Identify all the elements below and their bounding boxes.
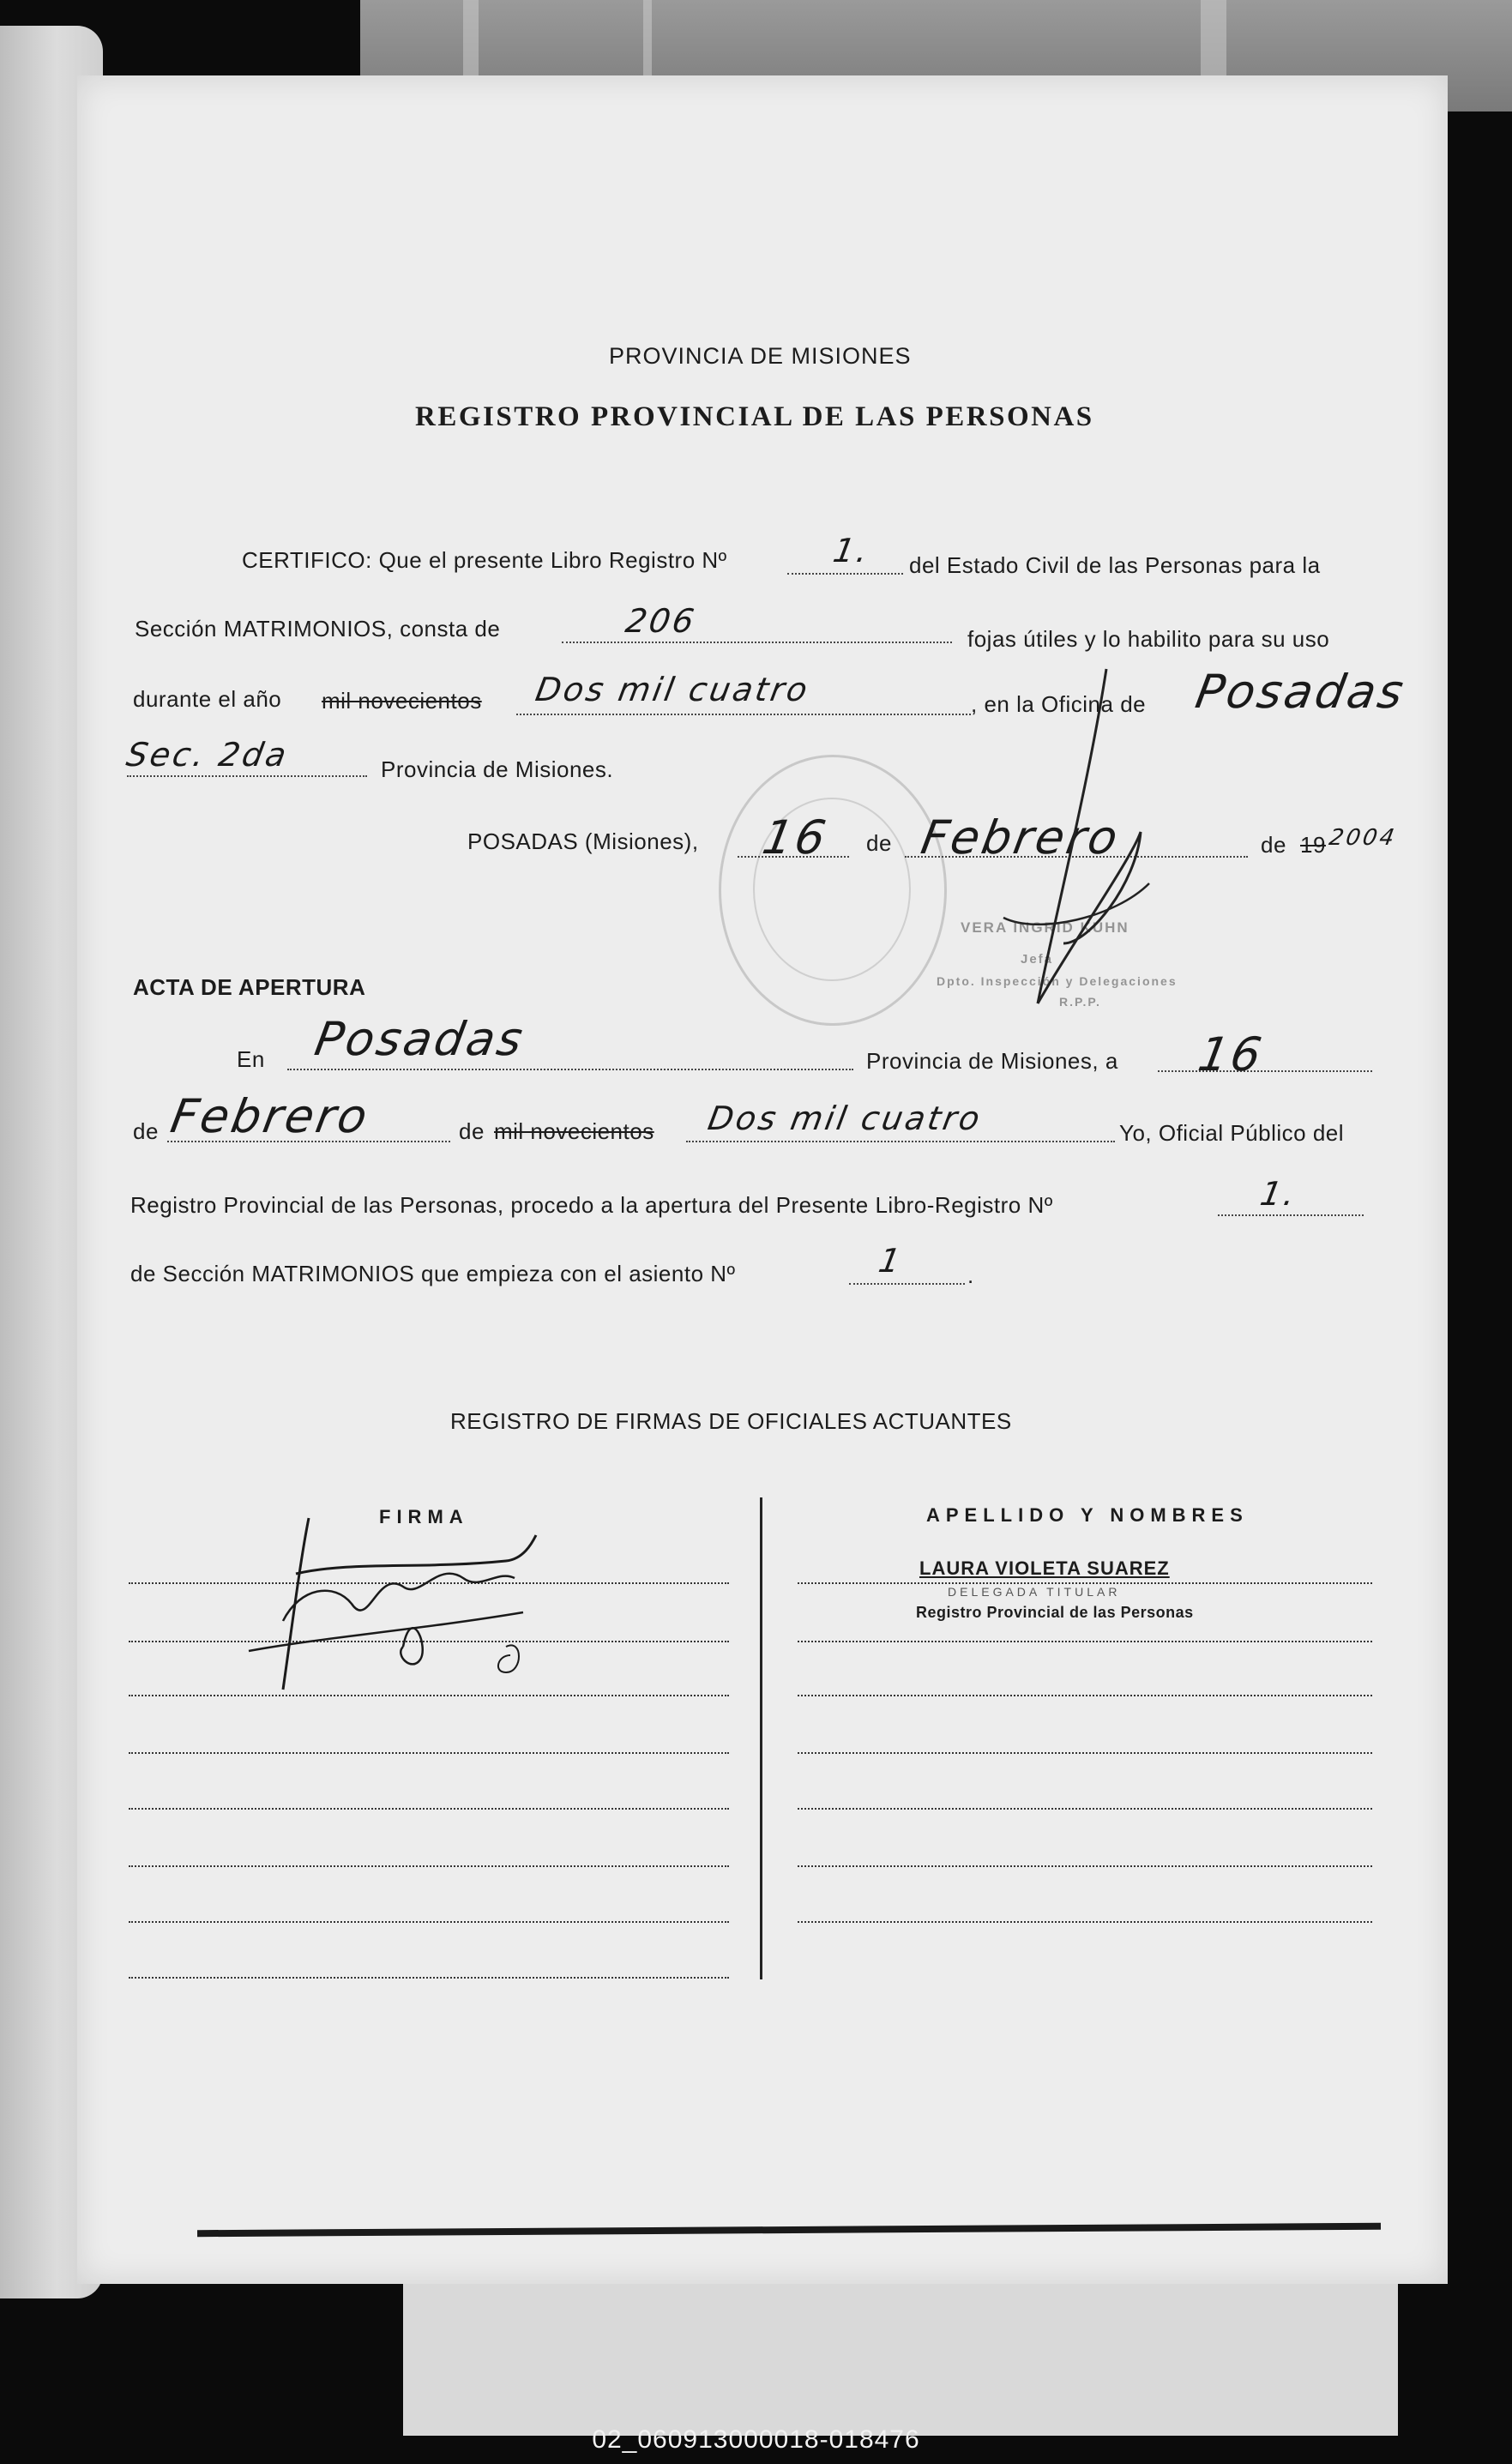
- place-date-prefix: POSADAS (Misiones),: [467, 828, 699, 854]
- fill-line: [849, 1283, 965, 1285]
- acta-title: ACTA DE APERTURA: [133, 974, 366, 1000]
- officer-signature: [249, 1509, 557, 1698]
- acta-month-handwritten: Febrero: [166, 1089, 374, 1143]
- acta-year-handwritten: Dos mil cuatro: [705, 1099, 985, 1137]
- signature-row: [129, 1921, 729, 1923]
- acta-de-prefix: de: [459, 1118, 485, 1144]
- section-handwritten: Sec. 2da: [123, 736, 292, 774]
- name-row: [798, 1921, 1372, 1923]
- column-apellido-nombres: APELLIDO Y NOMBRES: [926, 1504, 1249, 1526]
- registry-heading: REGISTRO PROVINCIAL DE LAS PERSONAS: [415, 401, 1094, 432]
- certificate-line3-prefix: durante el año: [133, 686, 282, 712]
- acta-line3: Registro Provincial de las Personas, procedo a la apertura del Presente Libro-Registro Nº: [130, 1192, 1053, 1218]
- book-number-handwritten: 1.: [830, 532, 874, 569]
- certificate-line2-prefix: Sección MATRIMONIOS, consta de: [135, 616, 501, 642]
- certificate-line3-suffix: , en la Oficina de: [971, 691, 1147, 717]
- signature-row: [129, 1865, 729, 1867]
- official-signature: [986, 660, 1158, 1029]
- name-row: [798, 1865, 1372, 1867]
- acta-entry-number-handwritten: 1: [876, 1242, 907, 1280]
- officer-name-stamp: LAURA VIOLETA SUAREZ: [919, 1557, 1170, 1579]
- name-row: [798, 1582, 1372, 1584]
- acta-province: Provincia de Misiones, a: [866, 1048, 1118, 1074]
- signatures-title: REGISTRO DE FIRMAS DE OFICIALES ACTUANTES: [450, 1408, 1012, 1434]
- fill-line: [287, 1069, 853, 1070]
- year-words-handwritten: Dos mil cuatro: [533, 671, 813, 708]
- signature-row: [129, 1752, 729, 1754]
- seal-role: Jefa: [1021, 952, 1054, 967]
- name-row: [798, 1808, 1372, 1810]
- acta-official: Yo, Oficial Público del: [1119, 1120, 1345, 1146]
- day-handwritten: 16: [758, 810, 833, 865]
- office-name-handwritten: Posadas: [1191, 665, 1410, 719]
- province-heading: PROVINCIA DE MISIONES: [609, 343, 912, 369]
- fill-line: [1158, 1070, 1372, 1072]
- fill-line: [686, 1141, 1115, 1142]
- name-row: [798, 1695, 1372, 1696]
- acta-book-number-handwritten: 1.: [1257, 1175, 1301, 1213]
- acta-day-handwritten: 16: [1194, 1027, 1268, 1081]
- certificate-line1-suffix: del Estado Civil de las Personas para la: [909, 552, 1321, 578]
- acta-period: .: [967, 1262, 974, 1288]
- acta-en: En: [237, 1046, 265, 1072]
- seal-organization: R.P.P.: [1059, 995, 1101, 1009]
- certificate-line4-suffix: Provincia de Misiones.: [381, 756, 614, 782]
- signature-row: [129, 1808, 729, 1810]
- acta-place-handwritten: Posadas: [310, 1012, 529, 1066]
- struck-text: mil novecientos: [322, 688, 482, 714]
- officer-role-stamp: DELEGADA TITULAR: [948, 1585, 1121, 1599]
- acta-line4: de Sección MATRIMONIOS que empieza con el asiento Nº: [130, 1261, 736, 1286]
- seal-name: VERA INGRID KUHN: [961, 919, 1129, 936]
- fill-line: [516, 714, 971, 715]
- signature-row: [129, 1977, 729, 1979]
- struck-century: 19: [1300, 832, 1326, 858]
- certificate-line2-suffix: fojas útiles y lo habilito para su uso: [967, 626, 1330, 652]
- scan-filename-caption: 02_060913000018-018476: [592, 2425, 920, 2454]
- de-label: de: [866, 830, 892, 856]
- fill-line: [1218, 1214, 1364, 1216]
- name-row: [798, 1641, 1372, 1642]
- fill-line: [127, 775, 367, 777]
- certificate-line1-prefix: CERTIFICO: Que el presente Libro Registro Nº: [242, 547, 727, 573]
- name-row: [798, 1752, 1372, 1754]
- column-firma: FIRMA: [379, 1506, 469, 1527]
- month-handwritten: Febrero: [917, 810, 1124, 865]
- column-divider: [760, 1497, 762, 1979]
- officer-organization-stamp: Registro Provincial de las Personas: [916, 1604, 1194, 1621]
- seal-department: Dpto. Inspección y Delegaciones: [937, 974, 1178, 988]
- year-handwritten: 2004: [1327, 825, 1399, 851]
- fill-line: [787, 573, 903, 575]
- acta-struck-text: mil novecientos: [494, 1118, 654, 1144]
- de-label: de: [1261, 832, 1286, 858]
- acta-de: de: [133, 1118, 159, 1144]
- pages-count-handwritten: 206: [623, 602, 700, 640]
- fill-line: [562, 642, 952, 643]
